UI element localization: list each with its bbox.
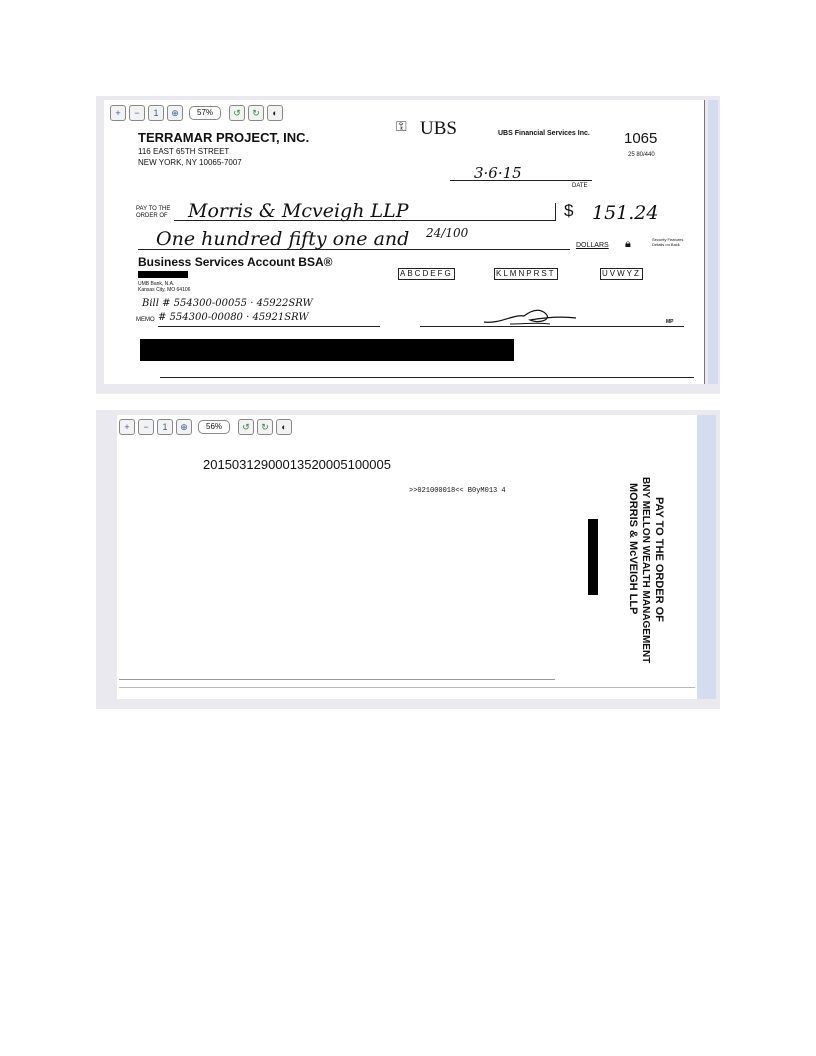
sequence-number: 20150312900013520005100005 — [203, 457, 391, 472]
endorsement-bank: BNY MELLON WEALTH MANAGEMENT — [640, 477, 651, 664]
zoom-out-icon[interactable]: − — [129, 105, 145, 121]
endorsement-redaction — [588, 519, 598, 595]
box-group-2 — [494, 263, 557, 281]
bottom-edge-line — [119, 687, 695, 688]
amount-numeric: 151.24 — [592, 202, 659, 224]
box-group-3 — [600, 263, 642, 281]
rotate-right-icon[interactable]: ↻ — [248, 105, 264, 121]
account-name: Business Services Account BSA® — [138, 255, 333, 269]
lock-icon: 🔒︎ — [625, 238, 631, 250]
zoom-in-icon[interactable]: + — [110, 105, 126, 121]
invert-icon[interactable]: ◐ — [276, 419, 292, 435]
actual-size-icon[interactable]: 1 — [157, 419, 173, 435]
zoom-in-icon[interactable]: + — [119, 419, 135, 435]
signature-line — [420, 326, 684, 327]
viewer-edge — [697, 415, 716, 699]
bottom-edge-line — [160, 377, 694, 378]
bank-address-2: Kansas City, MO 64106 — [138, 287, 191, 293]
rotate-right-icon[interactable]: ↻ — [257, 419, 273, 435]
bank-logo: UBS — [420, 118, 457, 139]
endorsement-pay-to: PAY TO THE ORDER OF — [653, 497, 665, 622]
payee-line-end — [555, 203, 556, 221]
image-toolbar — [110, 105, 283, 121]
bill-line: Bill # 554300-00055 · 45922SRW — [142, 298, 313, 309]
order-of-label: ORDER OF — [136, 213, 168, 219]
rotate-left-icon[interactable]: ↺ — [229, 105, 245, 121]
rotate-left-icon[interactable]: ↺ — [238, 419, 254, 435]
invert-icon[interactable]: ◐ — [267, 105, 283, 121]
payer-name: TERRAMAR PROJECT, INC. — [138, 130, 310, 145]
memo-line — [158, 326, 380, 327]
routing-fraction: 25 80/440 — [628, 152, 655, 158]
payee-name: Morris & Mcveigh LLP — [188, 200, 409, 222]
actual-size-icon[interactable]: 1 — [148, 105, 164, 121]
amount-words: One hundred fifty one and — [156, 228, 410, 250]
signature — [480, 304, 580, 328]
viewer-edge — [708, 100, 718, 384]
date-label: DATE — [572, 183, 588, 189]
zoom-out-icon[interactable]: − — [138, 419, 154, 435]
endorsement-payee: MORRIS & McVEIGH LLP — [627, 483, 639, 615]
memo-text: # 554300-00080 · 45921SRW — [158, 312, 309, 323]
bottom-edge-line — [119, 679, 555, 680]
fit-window-icon[interactable]: ⊕ — [176, 419, 192, 435]
box-group-text: ABCDEFG — [400, 269, 453, 278]
bank-address-1: UMB Bank, N.A. — [138, 281, 175, 287]
box-group-text: UVWYZ — [602, 269, 641, 278]
payer-street: 116 EAST 65TH STREET — [138, 147, 230, 156]
micr-redaction — [140, 339, 514, 361]
signature-suffix: MP — [666, 319, 674, 325]
check-back-panel — [96, 410, 720, 709]
micr-line: >>021000018<< B0yM013 4 — [409, 487, 506, 495]
payer-city: NEW YORK, NY 10065-7007 — [138, 158, 242, 167]
bank-company: UBS Financial Services Inc. — [498, 130, 590, 137]
ubs-keys-icon: ⚿ — [396, 118, 407, 134]
check-back-image — [117, 415, 697, 699]
pay-to-label: PAY TO THE — [136, 206, 171, 212]
zoom-level: 56% — [198, 420, 230, 434]
date-line — [450, 180, 592, 181]
image-toolbar — [119, 419, 292, 435]
security-note: Security Features Details on Back — [652, 237, 684, 247]
fit-window-icon[interactable]: ⊕ — [167, 105, 183, 121]
redaction-bar — [138, 271, 188, 278]
box-group-text: KLMNPRST — [496, 269, 556, 278]
dollars-label: DOLLARS — [576, 242, 609, 249]
amount-cents: 24/100 — [426, 226, 469, 240]
date-value: 3·6·15 — [474, 164, 522, 182]
check-front-image — [104, 100, 705, 384]
payee-line — [174, 220, 556, 221]
memo-label: MEMO — [136, 317, 155, 323]
check-front-panel — [96, 96, 720, 394]
amount-words-line — [138, 249, 570, 250]
dollar-sign: $ — [564, 201, 574, 220]
box-group-1 — [398, 263, 454, 281]
zoom-level: 57% — [189, 106, 221, 120]
check-number: 1065 — [624, 130, 658, 147]
